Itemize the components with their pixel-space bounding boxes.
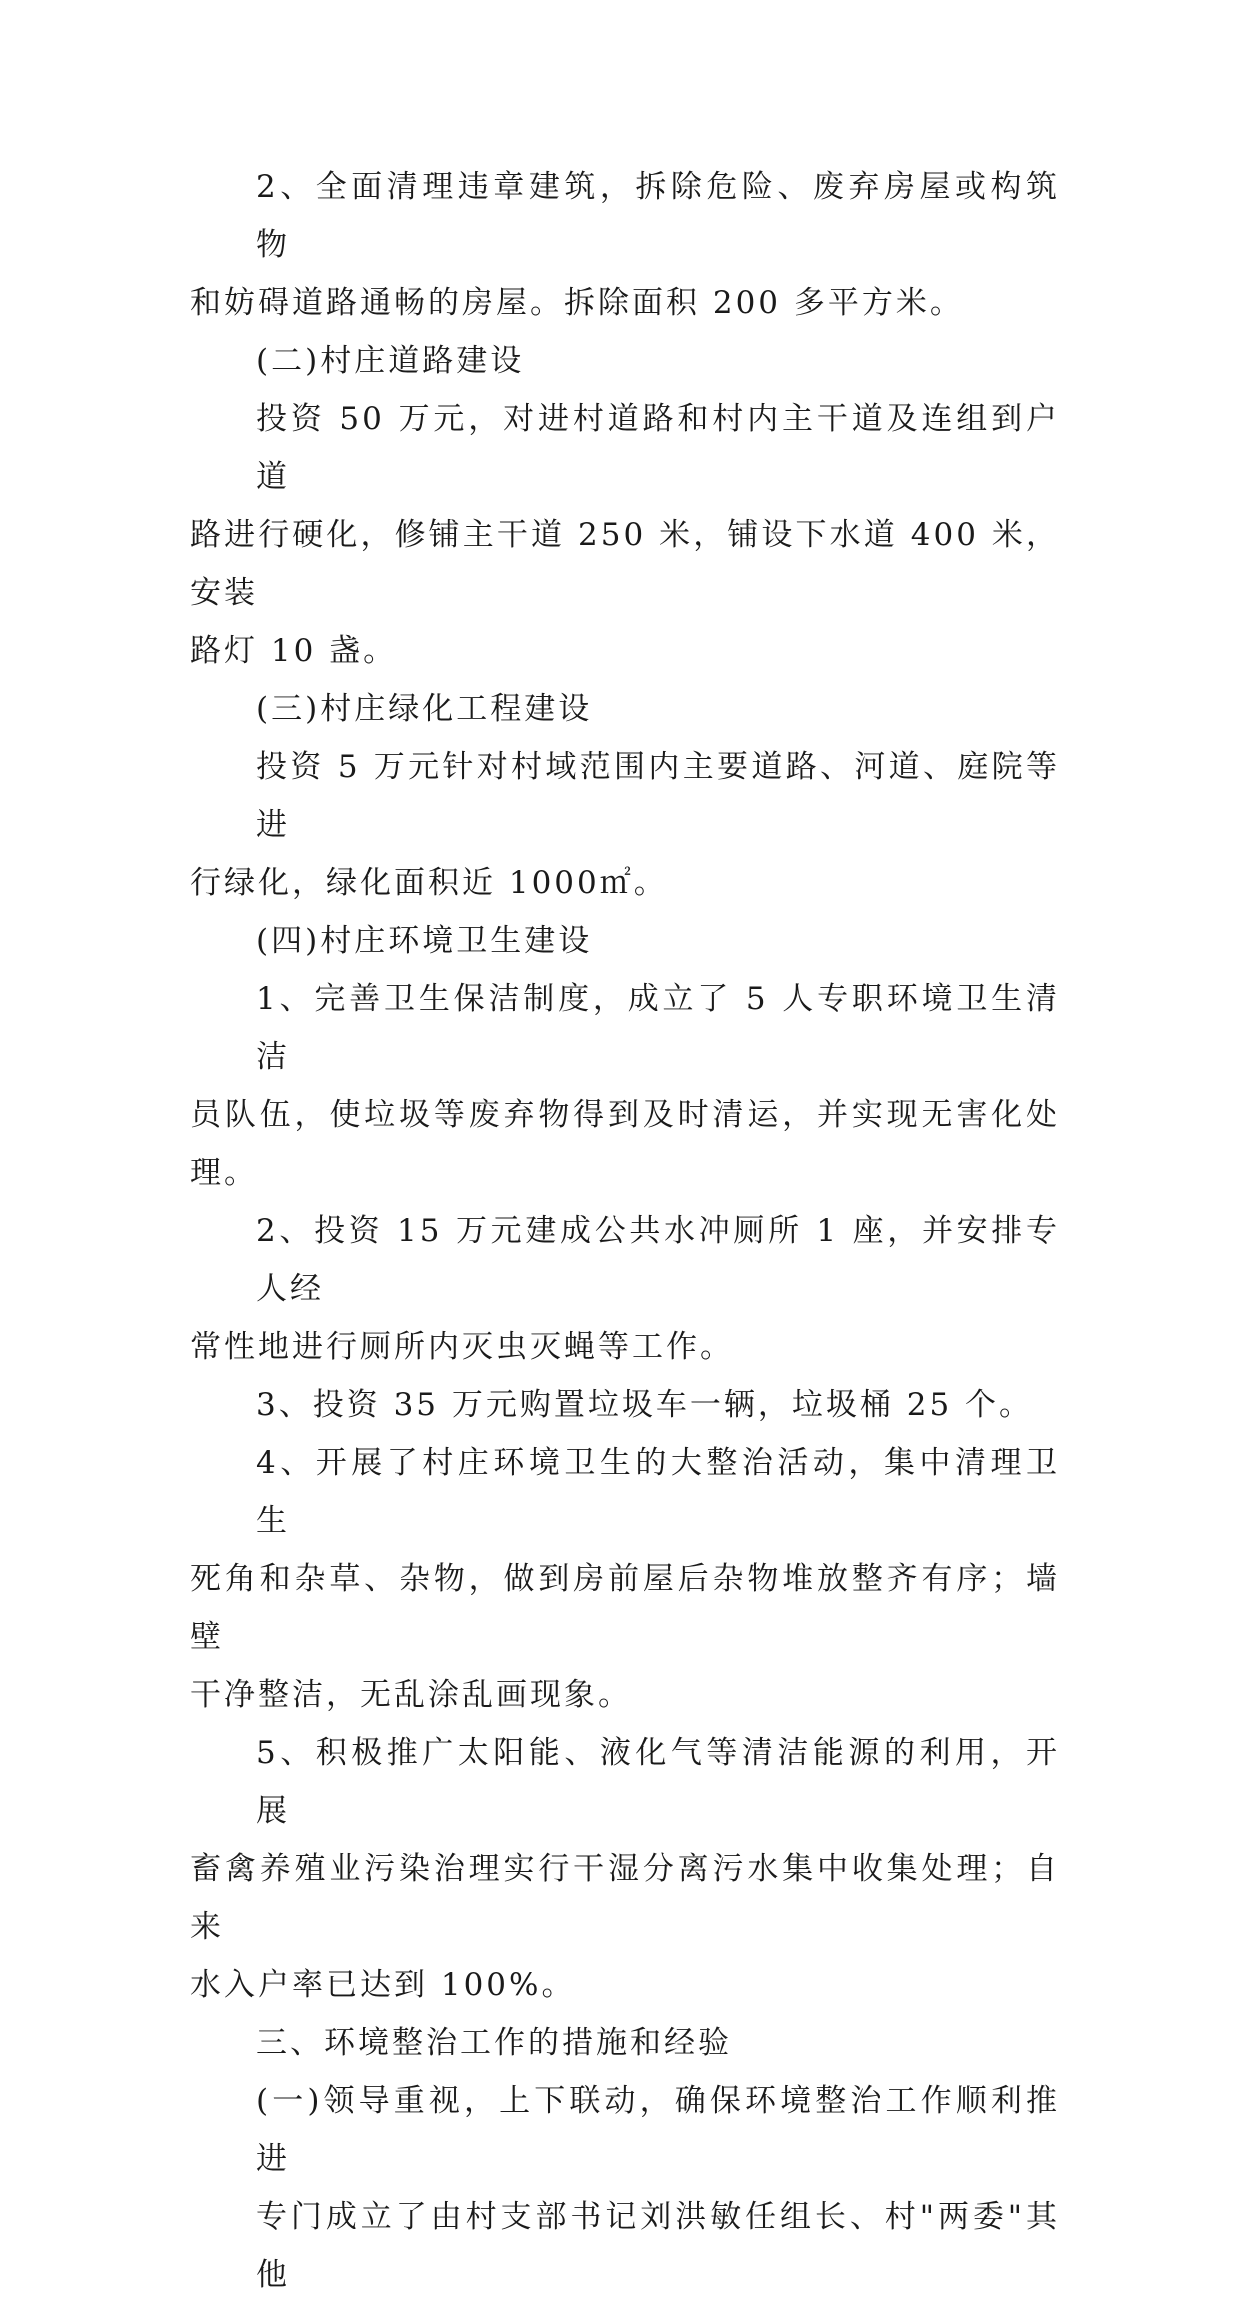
section-heading-roads — [190, 332, 1060, 390]
text-line: 3、投资 35 万元购置垃圾车一辆，垃圾桶 25 个。 — [256, 1387, 1034, 1423]
text-line: 4、开展了村庄环境卫生的大整治活动，集中清理卫生 — [256, 1445, 1060, 1539]
paragraph-renovation — [190, 1434, 1060, 1724]
text-line: 员队伍，使垃圾等废弃物得到及时清运，并实现无害化处理。 — [190, 1097, 1060, 1191]
text-line: 行绿化，绿化面积近 1000㎡。 — [190, 865, 668, 901]
section-heading-sanitation — [190, 912, 1060, 970]
text-line: 路进行硬化，修铺主干道 250 米，铺设下水道 400 米，安装 — [190, 517, 1060, 611]
paragraph-cleaning-staff — [190, 970, 1060, 1202]
text-line: 专门成立了由村支部书记刘洪敏任组长、村"两委"其他 — [256, 2199, 1060, 2293]
document-body — [190, 158, 1060, 2304]
text-line: 水入户率已达到 100%。 — [190, 1967, 576, 2003]
paragraph-garbage-truck — [190, 1376, 1060, 1434]
paragraph-clean-energy — [190, 1724, 1060, 2014]
text-line: 常性地进行厕所内灭虫灭蝇等工作。 — [190, 1329, 734, 1365]
section-heading-measures — [190, 2014, 1060, 2072]
text-line: (四)村庄环境卫生建设 — [256, 923, 593, 959]
text-line: 和妨碍道路通畅的房屋。拆除面积 200 多平方米。 — [190, 285, 964, 321]
text-line: 三、环境整治工作的措施和经验 — [256, 2025, 732, 2061]
text-line: (三)村庄绿化工程建设 — [256, 691, 593, 727]
section-heading-leadership — [190, 2072, 1060, 2188]
text-line: 1、完善卫生保洁制度，成立了 5 人专职环境卫生清洁 — [256, 981, 1060, 1075]
text-line: 5、积极推广太阳能、液化气等清洁能源的利用，开展 — [256, 1735, 1060, 1829]
text-line: 路灯 10 盏。 — [190, 633, 398, 669]
text-line: 投资 50 万元，对进村道路和村内主干道及连组到户道 — [256, 401, 1060, 495]
text-line: 干净整洁，无乱涂乱画现象。 — [190, 1677, 632, 1713]
text-line: 2、投资 15 万元建成公共水冲厕所 1 座，并安排专人经 — [256, 1213, 1060, 1307]
text-line: (二)村庄道路建设 — [256, 343, 525, 379]
paragraph-demolition — [190, 158, 1060, 332]
paragraph-leadership-group — [190, 2188, 1060, 2304]
text-line: 死角和杂草、杂物，做到房前屋后杂物堆放整齐有序；墙壁 — [190, 1561, 1060, 1655]
paragraph-greening — [190, 738, 1060, 912]
paragraph-roads — [190, 390, 1060, 680]
text-line: 畜禽养殖业污染治理实行干湿分离污水集中收集处理；自来 — [190, 1851, 1060, 1945]
text-line: (一)领导重视，上下联动，确保环境整治工作顺利推进 — [256, 2083, 1060, 2177]
paragraph-toilet — [190, 1202, 1060, 1376]
text-line: 2、全面清理违章建筑，拆除危险、废弃房屋或构筑物 — [256, 169, 1060, 263]
text-line: 投资 5 万元针对村域范围内主要道路、河道、庭院等进 — [256, 749, 1060, 843]
section-heading-greening — [190, 680, 1060, 738]
